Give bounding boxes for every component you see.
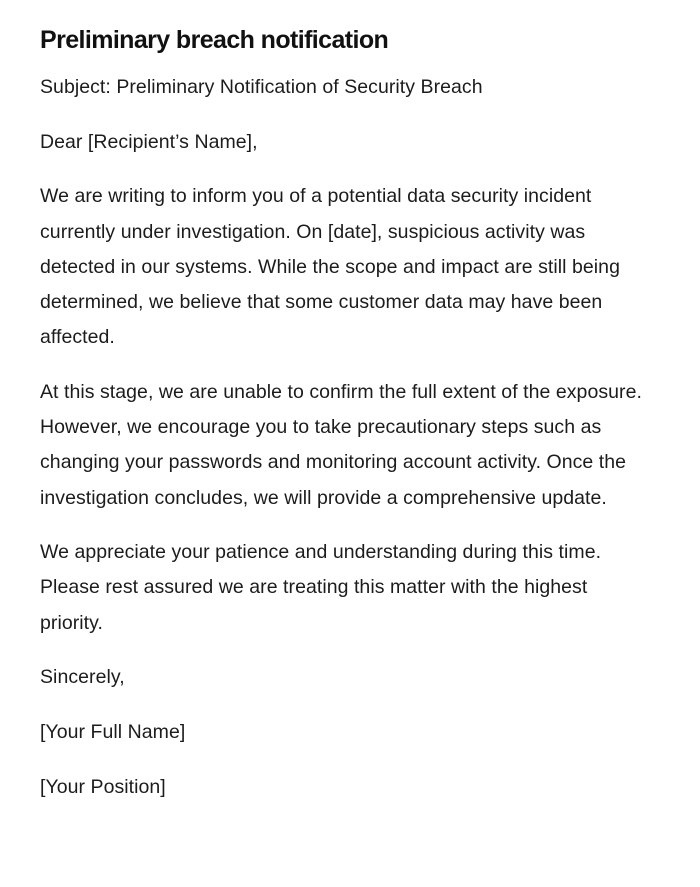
- signature-position: [Your Position]: [40, 775, 166, 798]
- closing: Sincerely,: [40, 666, 125, 689]
- signature-name: [Your Full Name]: [40, 721, 186, 744]
- body-paragraph-appreciation: We appreciate your patience and understanding during this time. Please rest assured we are treating this matter with the highest priority.: [40, 541, 602, 634]
- page-title: Preliminary breach notification: [40, 26, 389, 54]
- greeting: Dear [Recipient’s Name],: [40, 130, 258, 153]
- letter-document: [40, 24, 650, 824]
- body-paragraph-incident: We are writing to inform you of a potential data security incident currently under investigation. On [date], suspicious activity was detected in our systems. While the scope and impact are still being determined, we believe that some customer data may have been affected.: [40, 185, 620, 349]
- body-paragraph-precautions: At this stage, we are unable to confirm the full extent of the exposure. However, we encourage you to take precautionary steps such as changing your passwords and monitoring account activity. Once the investigation concludes, we will provide a comprehensive update.: [40, 380, 642, 509]
- subject-line: Subject: Preliminary Notification of Security Breach: [40, 76, 483, 98]
